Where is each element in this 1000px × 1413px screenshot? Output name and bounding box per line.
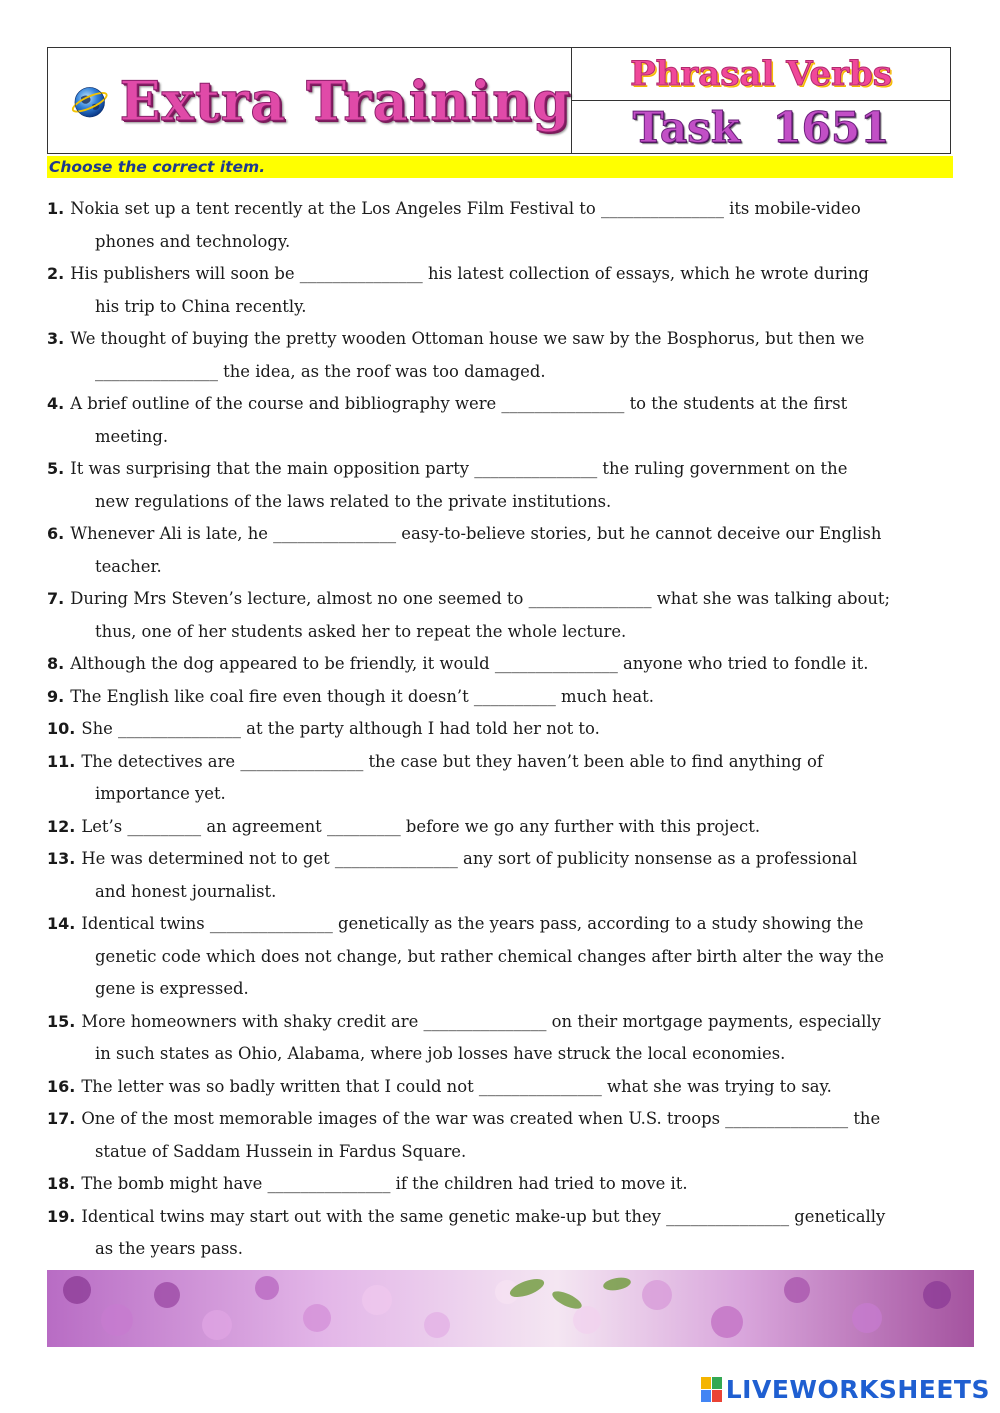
question-text: We thought of buying the pretty wooden Ottoman house we saw by the Bosphorus, but then we — [70, 329, 865, 348]
question-number: 3. — [47, 329, 65, 348]
question-number: 4. — [47, 394, 65, 413]
question-text-continued: genetic code which does not change, but rather chemical changes after birth alter the way the — [95, 946, 884, 966]
question-item — [47, 1103, 952, 1168]
question-list — [47, 193, 952, 1266]
question-item — [47, 258, 952, 323]
question-text: During Mrs Steven’s lecture, almost no one seemed to _______________ what she was talking about; — [70, 589, 891, 608]
question-item — [47, 518, 952, 583]
question-text: Nokia set up a tent recently at the Los Angeles Film Festival to _______________ its mobile-video — [70, 199, 861, 218]
question-text-continued: meeting. — [95, 426, 169, 446]
question-item — [47, 1168, 952, 1201]
question-number: 13. — [47, 849, 76, 868]
question-number: 2. — [47, 264, 65, 283]
question-text: She _______________ at the party although I had told her not to. — [81, 719, 600, 738]
question-text: One of the most memorable images of the war was created when U.S. troops _______________ the — [81, 1109, 881, 1128]
question-number: 16. — [47, 1076, 76, 1096]
question-number: 7. — [47, 589, 65, 608]
liveworksheets-badge-icon — [701, 1377, 723, 1403]
question-item — [47, 843, 952, 908]
question-number: 8. — [47, 654, 65, 673]
question-item — [47, 811, 952, 844]
question-text-continued: as the years pass. — [95, 1239, 243, 1258]
brand-area — [48, 48, 572, 153]
brand-title: Extra Training — [119, 68, 571, 133]
question-number: 11. — [47, 751, 76, 771]
question-item — [47, 648, 952, 681]
question-text: Let’s _________ an agreement _________ before we go any further with this project. — [81, 816, 761, 836]
question-item — [47, 583, 952, 648]
question-text: Whenever Ali is late, he _______________ easy-to-believe stories, but he cannot deceive our English — [70, 524, 882, 543]
question-text-continued: thus, one of her students asked her to repeat the whole lecture. — [95, 621, 627, 641]
topic-cell — [572, 48, 950, 101]
task-cell — [572, 101, 950, 153]
liveworksheets-logo — [701, 1375, 990, 1404]
question-text: The English like coal fire even though it doesn’t __________ much heat. — [70, 686, 654, 706]
question-item — [47, 681, 952, 714]
question-item — [47, 193, 952, 258]
question-number: 1. — [47, 199, 65, 218]
question-item — [47, 1201, 952, 1266]
question-text: The bomb might have _______________ if the children had tried to move it. — [81, 1174, 688, 1193]
question-number: 12. — [47, 816, 76, 836]
flower-banner-image — [47, 1270, 974, 1347]
question-text: The letter was so badly written that I could not _______________ what she was trying to say. — [81, 1076, 832, 1096]
question-text-continued: importance yet. — [95, 784, 226, 803]
liveworksheets-logo-text: LIVEWORKSHEETS — [725, 1375, 990, 1404]
question-number: 6. — [47, 524, 65, 543]
question-number: 5. — [47, 459, 65, 478]
question-text-continued: phones and technology. — [95, 231, 291, 251]
question-text: It was surprising that the main opposition party _______________ the ruling government on the — [70, 459, 848, 478]
question-item — [47, 908, 952, 1006]
question-number: 15. — [47, 1011, 76, 1031]
question-item — [47, 388, 952, 453]
question-number: 17. — [47, 1109, 76, 1128]
question-text-continued: gene is expressed. — [95, 979, 249, 998]
task-info — [572, 48, 950, 153]
instruction-bar — [47, 156, 953, 178]
instruction-text: Choose the correct item. — [49, 158, 266, 176]
question-number: 10. — [47, 719, 76, 738]
question-item — [47, 453, 952, 518]
question-text: A brief outline of the course and bibliography were _______________ to the students at the first — [70, 394, 848, 413]
question-item — [47, 323, 952, 388]
question-text-continued: new regulations of the laws related to the private institutions. — [95, 491, 612, 511]
question-item — [47, 746, 952, 811]
question-text-continued: in such states as Ohio, Alabama, where job losses have struck the local economies. — [95, 1044, 786, 1063]
worksheet-header — [47, 47, 951, 154]
question-item — [47, 1071, 952, 1104]
question-text-continued: _______________ the idea, as the roof was too damaged. — [95, 361, 546, 381]
question-text: Identical twins may start out with the same genetic make-up but they _______________ genetically — [81, 1206, 886, 1226]
question-text-continued: his trip to China recently. — [95, 296, 307, 316]
question-text: He was determined not to get _______________ any sort of publicity nonsense as a professional — [81, 849, 858, 868]
question-text: His publishers will soon be _______________ his latest collection of essays, which he wrote during — [70, 264, 869, 283]
question-text: More homeowners with shaky credit are _______________ on their mortgage payments, especially — [81, 1011, 881, 1031]
topic-title: Phrasal Verbs — [630, 54, 892, 94]
question-number: 14. — [47, 914, 76, 933]
question-text-continued: statue of Saddam Hussein in Fardus Square. — [95, 1141, 467, 1161]
question-number: 9. — [47, 686, 65, 706]
question-text-continued: and honest journalist. — [95, 881, 277, 901]
globe-icon — [70, 70, 109, 132]
task-number: Task 1651 — [632, 102, 890, 152]
question-item — [47, 713, 952, 746]
question-text: Identical twins _______________ genetically as the years pass, according to a study showing the — [81, 914, 864, 933]
question-number: 18. — [47, 1174, 76, 1193]
question-text-continued: teacher. — [95, 556, 162, 576]
question-number: 19. — [47, 1206, 76, 1226]
question-item — [47, 1006, 952, 1071]
question-text: Although the dog appeared to be friendly, it would _______________ anyone who tried to fondle it. — [70, 654, 869, 673]
question-text: The detectives are _______________ the case but they haven’t been able to find anything of — [81, 751, 823, 771]
